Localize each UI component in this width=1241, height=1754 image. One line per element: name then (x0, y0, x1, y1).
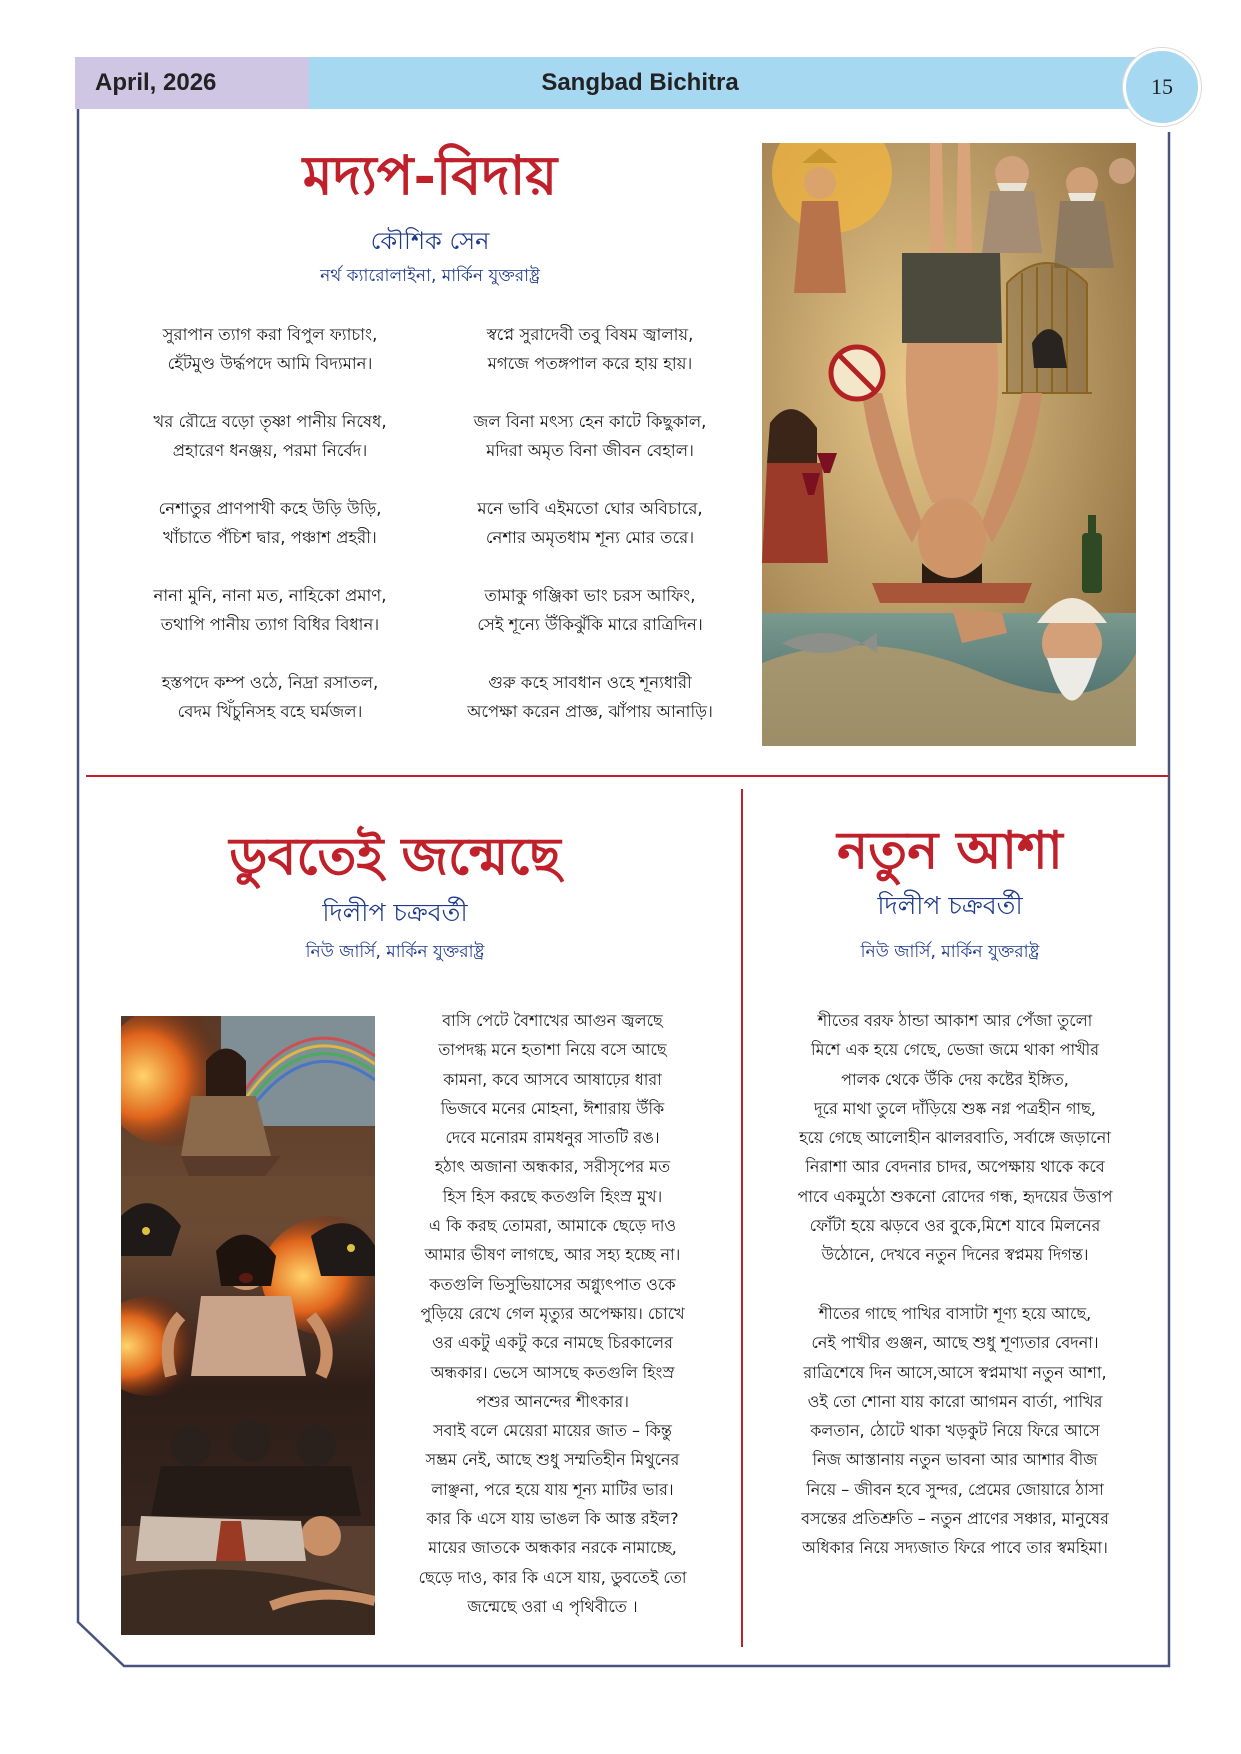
poem1-stanza: গুরু কহে সাবধান ওহে শূন্যধারী অপেক্ষা করেন প্রাজ্ঞ, ঝাঁপায় আনাড়ি। (467, 673, 713, 721)
poem3-title: নতুন আশা (837, 820, 1063, 881)
poem1-stanza: সুরাপান ত্যাগ করা বিপুল ফ্যাচাং, হেঁটমুণ্ড উর্দ্ধপদে আমি বিদ্যমান। (162, 325, 378, 373)
poem3-paragraph-1: শীতের বরফ ঠান্ডা আকাশ আর পেঁজা তুলো মিশে এক হয়ে গেছে, ভেজা জমে থাকা পাখীর পালক থেকে উঁকি দেয় কষ্টের ইঙ্গিত, দূরে মাথা তুলে দাঁড়িয়ে শুষ্ক নগ্ন পত্রহীন গাছ, হয়ে গেছে আলোহীন ঝালরবাতি, সর্বাঙ্গে জড়ানো নিরাশা আর বেদনার চাদর, অপেক্ষায় থাকে কবে পাবে একমুঠো শুকনো রোদের গন্ধ, হৃদয়ের উত্তাপ ফোঁটা হয়ে ঝড়বে ওর বুকে,মিশে যাবে মিলনের উঠোনে, দেখবে নতুন দিনের স্বপ্নময় দিগন্ত। (797, 1011, 1113, 1265)
poem1-location: নর্থ ক্যারোলাইনা, মার্কিন যুক্তরাষ্ট্র (320, 266, 540, 286)
section-divider (86, 775, 1169, 777)
poem1-illustration (762, 143, 1136, 746)
poem1-title: মদ্যপ-বিদায় (302, 143, 558, 207)
poem3-author: দিলীপ চক্রবর্তী (877, 891, 1023, 920)
poem2-title: ডুবতেই জন্মেছে (229, 826, 561, 887)
poem1-stanza: স্বপ্নে সুরাদেবী তবু বিষম জ্বালায়, মগজে পতঙ্গপাল করে হায় হায়। (486, 325, 694, 373)
poem1-stanza: জল বিনা মৎস্য হেন কাটে কিছুকাল, মদিরা অমৃত বিনা জীবন বেহাল। (473, 412, 707, 460)
poem1-stanza: নেশাতুর প্রাণপাখী কহে উড়ি উড়ি, খাঁচাতে পঁচিশ দ্বার, পঞ্চাশ প্রহরী। (158, 499, 382, 547)
poem2-body: বাসি পেটে বৈশাখের আগুন জ্বলছে তাপদগ্ধ মনে হতাশা নিয়ে বসে আছে কামনা, কবে আসবে আষাঢ়ের ধারা ভিজবে মনের মোহনা, ঈশারায় উঁকি দেবে মনোরম রামধনুর সাতটি রঙ। হঠাৎ অজানা অন্ধকার, সরীসৃপের মত হিস হিস করছে কতগুলি হিংস্র মুখ। এ কি করছ তোমরা, আমাকে ছেড়ে দাও আমার ভীষণ লাগছে, আর সহ্য হচ্ছে না। কতগুলি ভিসুভিয়াসের অগ্ন্যুৎপাত ওকে পুড়িয়ে রেখে গেল মৃত্যুর অপেক্ষায়। চোখে ওর একটু একটু করে নামছে চিরকালের অন্ধকার। ভেসে আসছে কতগুলি হিংস্র পশুর আনন্দের শীৎকার। সবাই বলে মেয়েরা মায়ের জাত – কিন্তু সম্ভ্রম নেই, আছে শুধু সম্মতিহীন মিথুনের লাঞ্ছনা, পরে হয়ে যায় শূন্য মাটির ভার। কার কি এসে যায় ভাঙল কি আস্ত রইল? মায়ের জাতকে অন্ধকার নরকে নামাচ্ছে, ছেড়ে দাও, কার কি এসে যায়, ডুবতেই তো জন্মেছে ওরা এ পৃথিবীতে । (418, 1011, 687, 1616)
poem2-location: নিউ জার্সি, মার্কিন যুক্তরাষ্ট্র (305, 942, 485, 962)
poem2-author: দিলীপ চক্রবর্তী (322, 898, 468, 927)
poem1-stanza: হস্তপদে কম্প ওঠে, নিদ্রা রসাতল, বেদম খিঁচুনিসহ বহে ঘর্মজল। (161, 673, 379, 721)
column-divider (741, 789, 743, 1647)
poem1-author: কৌশিক সেন (370, 227, 490, 255)
page-number: 15 (1123, 48, 1201, 126)
magazine-title: Sangbad Bichitra (309, 57, 1151, 109)
poem1-stanza: মনে ভাবি এইমতো ঘোর অবিচারে, নেশার অমৃতধাম শূন্য মোর তরে। (477, 499, 703, 547)
issue-date: April, 2026 (75, 57, 309, 109)
poem1-stanza: খর রৌদ্রে বড়ো তৃষ্ণা পানীয় নিষেধ, প্রহারেণ ধনঞ্জয়, পরমা নির্বেদ। (153, 412, 387, 460)
poem1-stanza: তামাকু গঞ্জিকা ভাং চরস আফিং, সেই শূন্যে উঁকিঝুঁকি মারে রাত্রিদিন। (477, 586, 703, 634)
poem2-illustration (121, 1016, 375, 1635)
poem3-paragraph-2: শীতের গাছে পাখির বাসাটা শূণ্য হয়ে আছে, নেই পাখীর গুঞ্জন, আছে শুধু শূণ্যতার বেদনা। রাত্রিশেষে দিন আসে,আসে স্বপ্নমাখা নতুন আশা, ওই তো শোনা যায় কারো আগমন বার্তা, পাখির কলতান, ঠোটে থাকা খড়কুট নিয়ে ফিরে আসে নিজ আস্তানায় নতুন ভাবনা আর আশার বীজ নিয়ে – জীবন হবে সুন্দর, প্রেমের জোয়ারে ঠাসা বসন্তের প্রতিশ্রুতি – নতুন প্রাণের সঞ্চার, মানুষের অধিকার নিয়ে সদ্যজাত ফিরে পাবে তার স্বমহিমা। (801, 1304, 1109, 1558)
poem1-stanza: নানা মুনি, নানা মত, নাহিকো প্রমাণ, তথাপি পানীয় ত্যাগ বিধির বিধান। (153, 586, 387, 634)
poem3-location: নিউ জার্সি, মার্কিন যুক্তরাষ্ট্র (860, 942, 1040, 962)
